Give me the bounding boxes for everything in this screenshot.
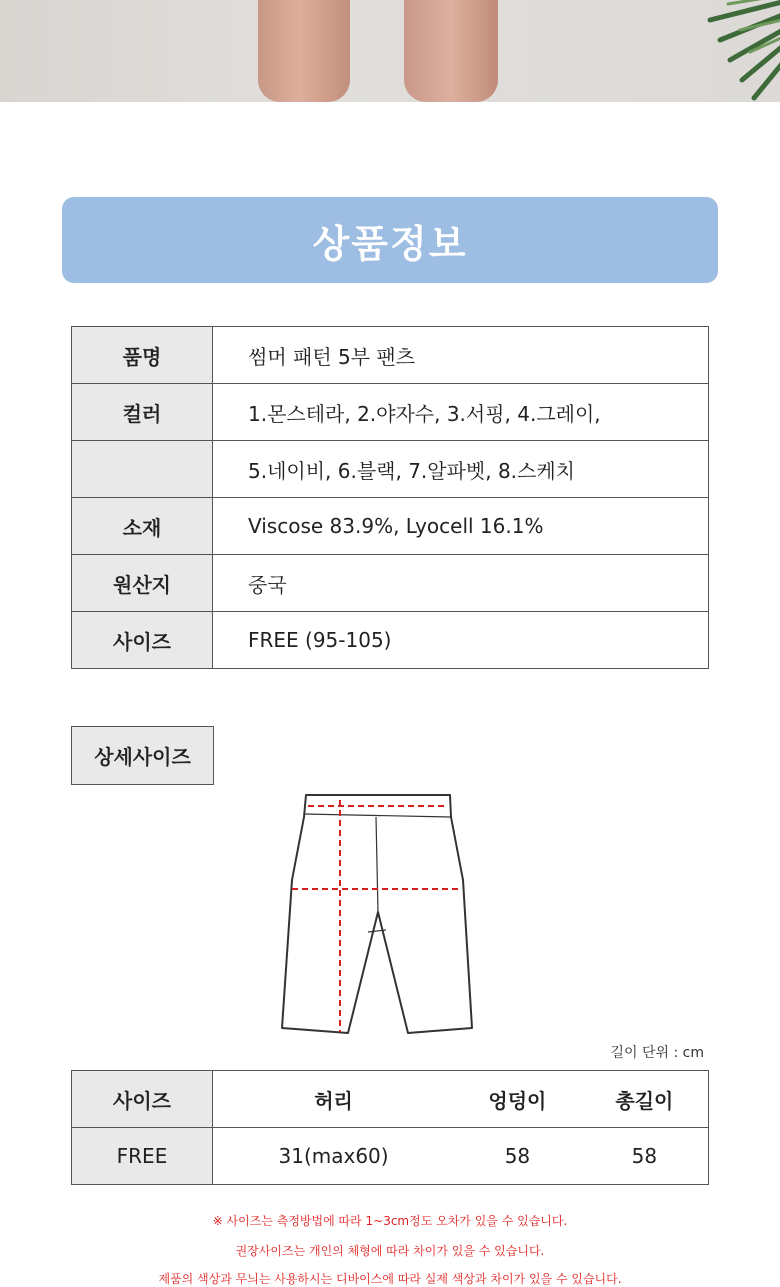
info-label: 소재	[72, 498, 213, 555]
table-row	[72, 384, 709, 441]
size-note: 제품의 색상과 무늬는 사용하시는 디바이스에 따라 실제 색상과 차이가 있을 수 있습니다.	[158, 1272, 622, 1286]
size-note: 권장사이즈는 개인의 체형에 따라 차이가 있을 수 있습니다.	[235, 1244, 545, 1258]
size-table-header	[72, 1071, 709, 1128]
shorts-diagram-icon	[270, 790, 485, 1040]
info-value: Viscose 83.9%, Lyocell 16.1%	[213, 498, 709, 555]
size-table	[71, 1070, 709, 1185]
info-value: 5.네이비, 6.블랙, 7.알파벳, 8.스케치	[213, 441, 709, 498]
unit-note: 길이 단위 : cm	[610, 1045, 704, 1061]
info-label: 컬러	[72, 384, 213, 441]
header-cell: 엉덩이	[454, 1071, 581, 1128]
info-label: 사이즈	[72, 612, 213, 669]
info-value: 썸머 패턴 5부 팬츠	[213, 327, 709, 384]
palm-leaf-icon	[650, 0, 780, 102]
header-cell: 허리	[213, 1071, 455, 1128]
table-row	[72, 555, 709, 612]
model-photo	[0, 0, 780, 102]
info-value: 중국	[213, 555, 709, 612]
table-row	[72, 498, 709, 555]
info-label: 품명	[72, 327, 213, 384]
info-value: FREE (95-105)	[213, 612, 709, 669]
info-label	[72, 441, 213, 498]
header-cell: 총길이	[581, 1071, 709, 1128]
model-leg-left	[258, 0, 350, 102]
table-row	[72, 441, 709, 498]
section-title: 상품정보	[312, 221, 468, 266]
info-value: 1.몬스테라, 2.야자수, 3.서핑, 4.그레이,	[213, 384, 709, 441]
size-note: ※ 사이즈는 측정방법에 따라 1~3cm정도 오차가 있을 수 있습니다.	[212, 1214, 568, 1228]
table-row	[72, 1128, 709, 1185]
table-row	[72, 612, 709, 669]
detail-size-label: 상세사이즈	[71, 726, 214, 785]
info-label: 원산지	[72, 555, 213, 612]
size-cell: 58	[581, 1128, 709, 1185]
size-cell: 58	[454, 1128, 581, 1185]
size-cell: FREE	[72, 1128, 213, 1185]
size-cell: 31(max60)	[213, 1128, 455, 1185]
table-row	[72, 327, 709, 384]
section-header	[62, 197, 718, 283]
header-cell: 사이즈	[72, 1071, 213, 1128]
product-info-table	[71, 326, 709, 669]
model-leg-right	[404, 0, 498, 102]
